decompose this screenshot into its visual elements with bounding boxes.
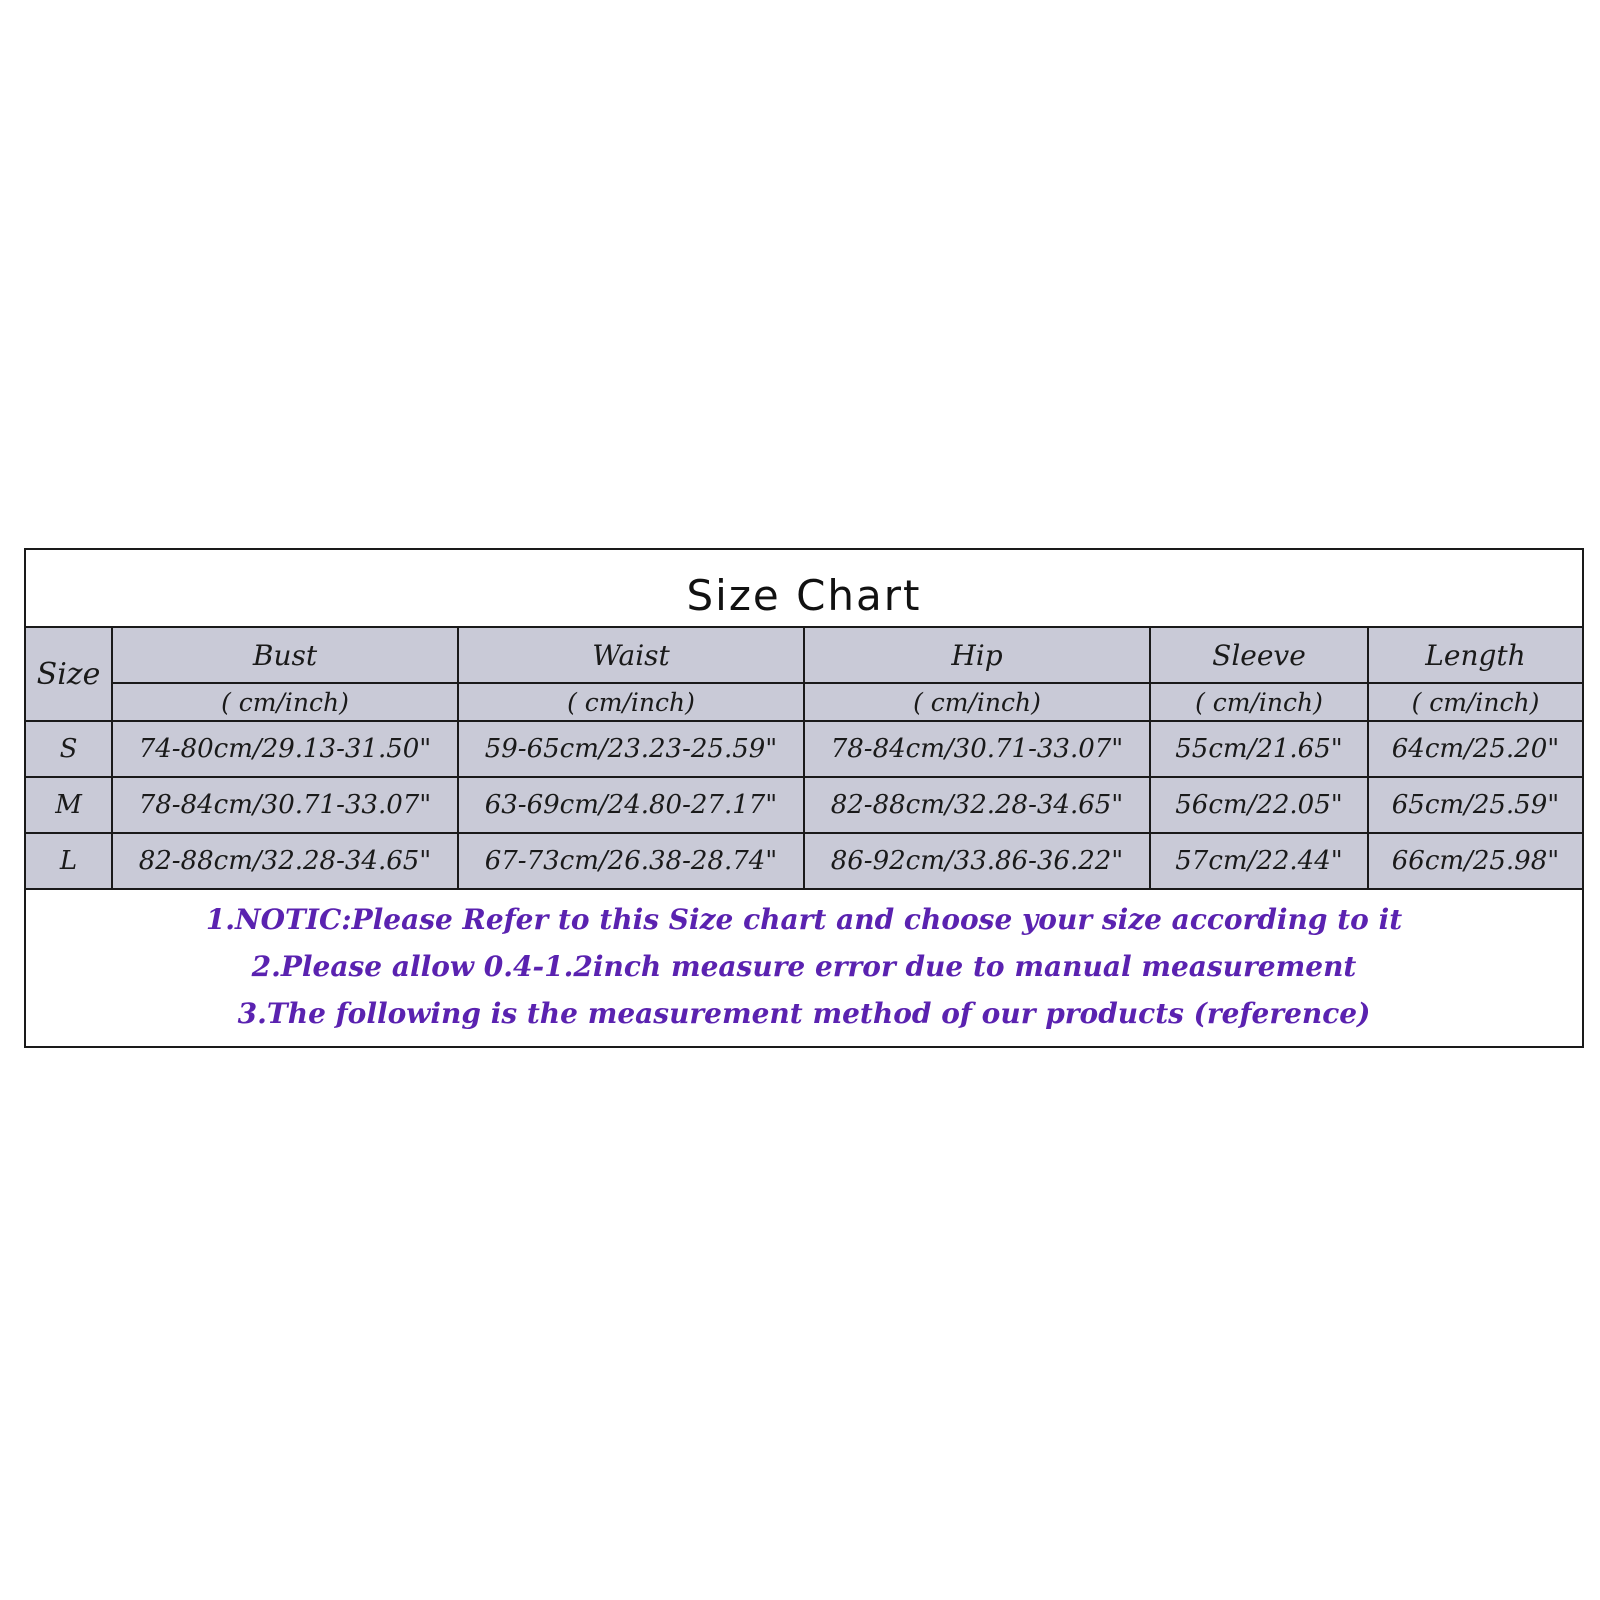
hip-column-header: Hip bbox=[804, 628, 1150, 683]
note-line-3: 3.The following is the measurement method of our products (reference) bbox=[237, 997, 1371, 1030]
sleeve-cell: 57cm/22.44" bbox=[1150, 833, 1368, 889]
table-row-m bbox=[26, 777, 1582, 833]
bust-column-header: Bust bbox=[112, 628, 458, 683]
bust-cell: 78-84cm/30.71-33.07" bbox=[112, 777, 458, 833]
note-line-2: 2.Please allow 0.4-1.2inch measure error due to manual measurement bbox=[251, 950, 1357, 983]
bust-cell: 74-80cm/29.13-31.50" bbox=[112, 721, 458, 777]
size-chart bbox=[24, 548, 1584, 1048]
sleeve-cell: 56cm/22.05" bbox=[1150, 777, 1368, 833]
bust-unit: ( cm/inch) bbox=[112, 683, 458, 721]
notes-section bbox=[26, 890, 1582, 1037]
waist-unit: ( cm/inch) bbox=[458, 683, 804, 721]
length-unit: ( cm/inch) bbox=[1368, 683, 1582, 721]
hip-cell: 86-92cm/33.86-36.22" bbox=[804, 833, 1150, 889]
sleeve-column-header: Sleeve bbox=[1150, 628, 1368, 683]
size-cell: S bbox=[26, 721, 112, 777]
unit-row bbox=[26, 683, 1582, 721]
sleeve-cell: 55cm/21.65" bbox=[1150, 721, 1368, 777]
waist-cell: 67-73cm/26.38-28.74" bbox=[458, 833, 804, 889]
chart-title: Size Chart bbox=[26, 550, 1582, 628]
note-line-1: 1.NOTIC:Please Refer to this Size chart and choose your size according to it bbox=[205, 903, 1403, 936]
size-column-header: Size bbox=[26, 628, 112, 721]
sleeve-unit: ( cm/inch) bbox=[1150, 683, 1368, 721]
header-row bbox=[26, 628, 1582, 683]
size-cell: L bbox=[26, 833, 112, 889]
length-cell: 64cm/25.20" bbox=[1368, 721, 1582, 777]
length-cell: 65cm/25.59" bbox=[1368, 777, 1582, 833]
hip-cell: 78-84cm/30.71-33.07" bbox=[804, 721, 1150, 777]
hip-cell: 82-88cm/32.28-34.65" bbox=[804, 777, 1150, 833]
waist-cell: 59-65cm/23.23-25.59" bbox=[458, 721, 804, 777]
table-row-s bbox=[26, 721, 1582, 777]
waist-cell: 63-69cm/24.80-27.17" bbox=[458, 777, 804, 833]
size-table bbox=[26, 628, 1582, 890]
waist-column-header: Waist bbox=[458, 628, 804, 683]
length-column-header: Length bbox=[1368, 628, 1582, 683]
length-cell: 66cm/25.98" bbox=[1368, 833, 1582, 889]
table-row-l bbox=[26, 833, 1582, 889]
size-cell: M bbox=[26, 777, 112, 833]
bust-cell: 82-88cm/32.28-34.65" bbox=[112, 833, 458, 889]
hip-unit: ( cm/inch) bbox=[804, 683, 1150, 721]
